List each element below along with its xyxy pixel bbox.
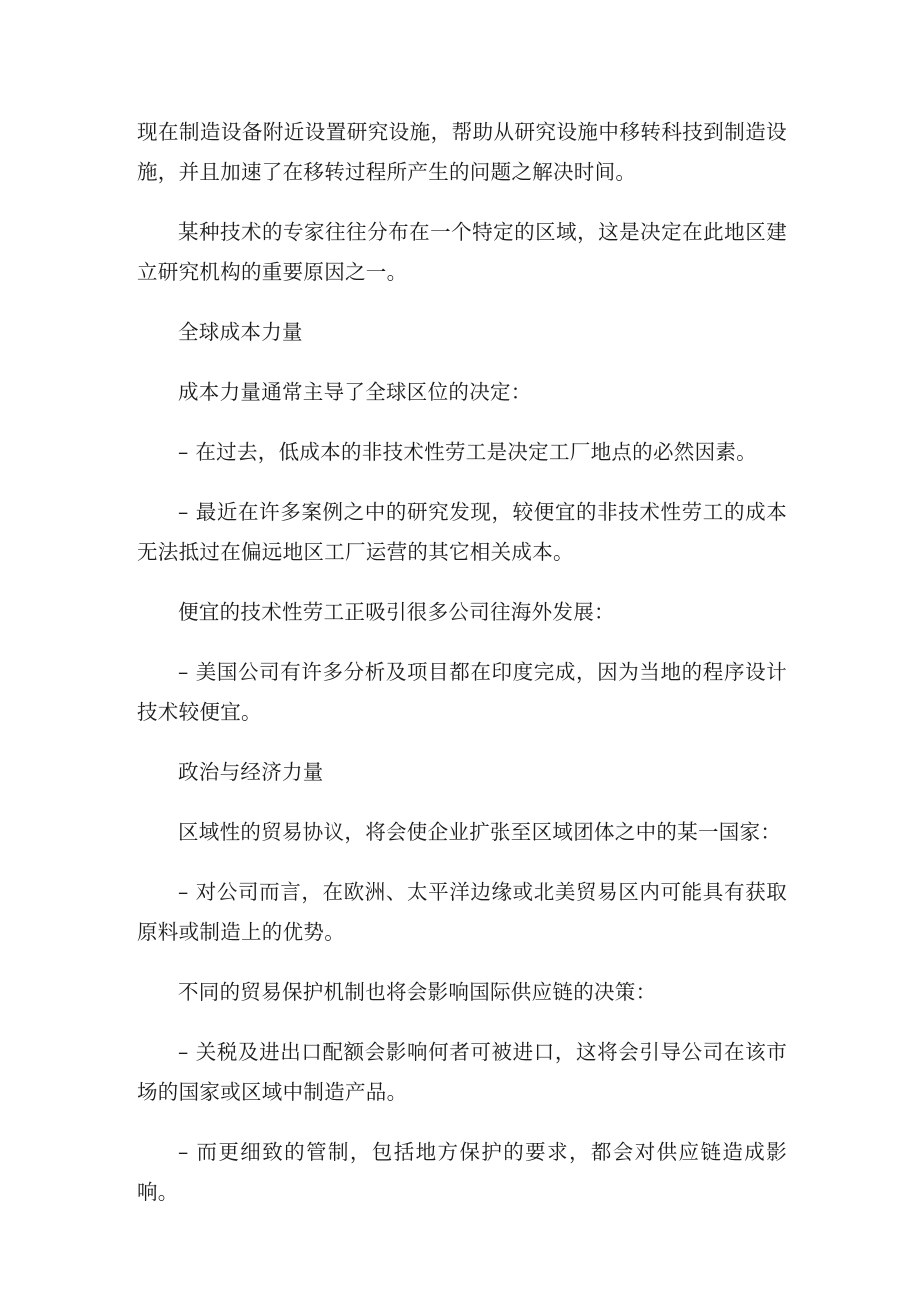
bullet-low-cost-labor: – 在过去，低成本的非技术性劳工是决定工厂地点的必然因素。 [178,440,757,464]
paragraph-regional-trade: 区域性的贸易协议，将会使企业扩张至区域团体之中的某一国家： [178,820,782,844]
paragraph-skilled-labor: 便宜的技术性劳工正吸引很多公司往海外发展： [178,600,615,624]
paragraph-experts-region: 某种技术的专家往往分布在一个特定的区域，这是决定在此地区建立研究机构的重要原因之一。 [137,220,787,284]
bullet-local-protection: – 而更细致的管制，包括地方保护的要求，都会对供应链造成影响。 [137,1140,787,1204]
paragraph-trade-protection: 不同的贸易保护机制也将会影响国际供应链的决策： [178,980,657,1004]
heading-global-cost: 全球成本力量 [178,320,303,344]
bullet-tariffs-quotas: – 关税及进出口配额会影响何者可被进口，这将会引导公司在该市场的国家或区域中制造产品。 [137,1040,787,1104]
document-page [137,112,787,1232]
bullet-trade-zones: – 对公司而言，在欧洲、太平洋边缘或北美贸易区内可能具有获取原料或制造上的优势。 [137,880,787,944]
paragraph-tech-transfer: 现在制造设备附近设置研究设施，帮助从研究设施中移转科技到制造设施，并且加速了在移转过程所产生的问题之解决时间。 [137,120,787,184]
bullet-remote-costs: – 最近在许多案例之中的研究发现，较便宜的非技术性劳工的成本无法抵过在偏远地区工厂运营的其它相关成本。 [137,500,787,564]
bullet-india-programming: – 美国公司有许多分析及项目都在印度完成，因为当地的程序设计技术较便宜。 [137,660,787,724]
heading-political-economic: 政治与经济力量 [178,760,324,784]
paragraph-cost-dominance: 成本力量通常主导了全球区位的决定： [178,380,532,404]
